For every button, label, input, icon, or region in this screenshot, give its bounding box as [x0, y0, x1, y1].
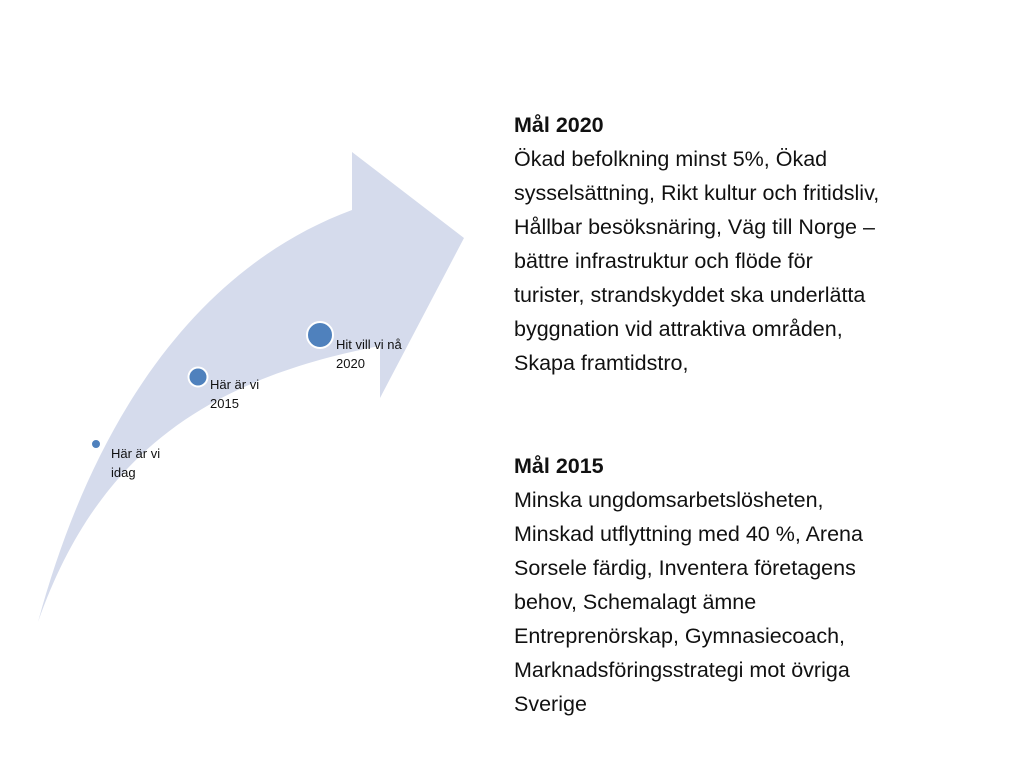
- milestone-label-today: [111, 444, 160, 482]
- milestone-label-line: idag: [111, 465, 136, 480]
- milestone-label-2015: [210, 375, 259, 413]
- goal-2015-line: Minskad utflyttning med 40 %, Arena: [514, 522, 863, 546]
- goal-2015-block: [514, 449, 994, 721]
- goal-2015-line: Sorsele färdig, Inventera företagens: [514, 556, 856, 580]
- goal-2015-line: Marknadsföringsstrategi mot övriga: [514, 658, 850, 682]
- goal-2020-line: bättre infrastruktur och flöde för: [514, 249, 813, 273]
- milestone-label-line: Här är vi: [210, 377, 260, 392]
- goal-2020-line: byggnation vid attraktiva områden,: [514, 317, 843, 341]
- goal-2015-line: Minska ungdomsarbetslösheten,: [514, 488, 824, 512]
- goal-2015-line: Entreprenörskap, Gymnasiecoach,: [514, 624, 846, 648]
- milestone-label-line: Här är vi: [111, 446, 161, 461]
- milestone-label-line: Hit vill vi nå: [336, 337, 402, 352]
- milestone-dot-2015: [189, 368, 208, 387]
- milestone-label-line: 2015: [210, 396, 239, 411]
- milestone-dot-today: [92, 440, 101, 449]
- goal-2020-line: turister, strandskyddet ska underlätta: [514, 283, 866, 307]
- goal-2015-line: Sverige: [514, 692, 587, 716]
- goal-2015-line: behov, Schemalagt ämne: [514, 590, 757, 614]
- milestone-label-line: 2020: [336, 356, 365, 371]
- goal-2020-line: Skapa framtidstro,: [514, 351, 689, 375]
- goal-2015-title: Mål 2015: [514, 454, 604, 478]
- goal-2020-line: Ökad befolkning minst 5%, Ökad: [514, 147, 828, 171]
- goal-2020-block: [514, 108, 994, 380]
- milestone-dot-2020: [307, 322, 333, 348]
- goal-2020-line: sysselsättning, Rikt kultur och fritidsliv,: [514, 181, 880, 205]
- milestone-label-2020: [336, 335, 402, 373]
- goal-2020-title: Mål 2020: [514, 113, 604, 137]
- goal-2020-line: Hållbar besöksnäring, Väg till Norge –: [514, 215, 875, 239]
